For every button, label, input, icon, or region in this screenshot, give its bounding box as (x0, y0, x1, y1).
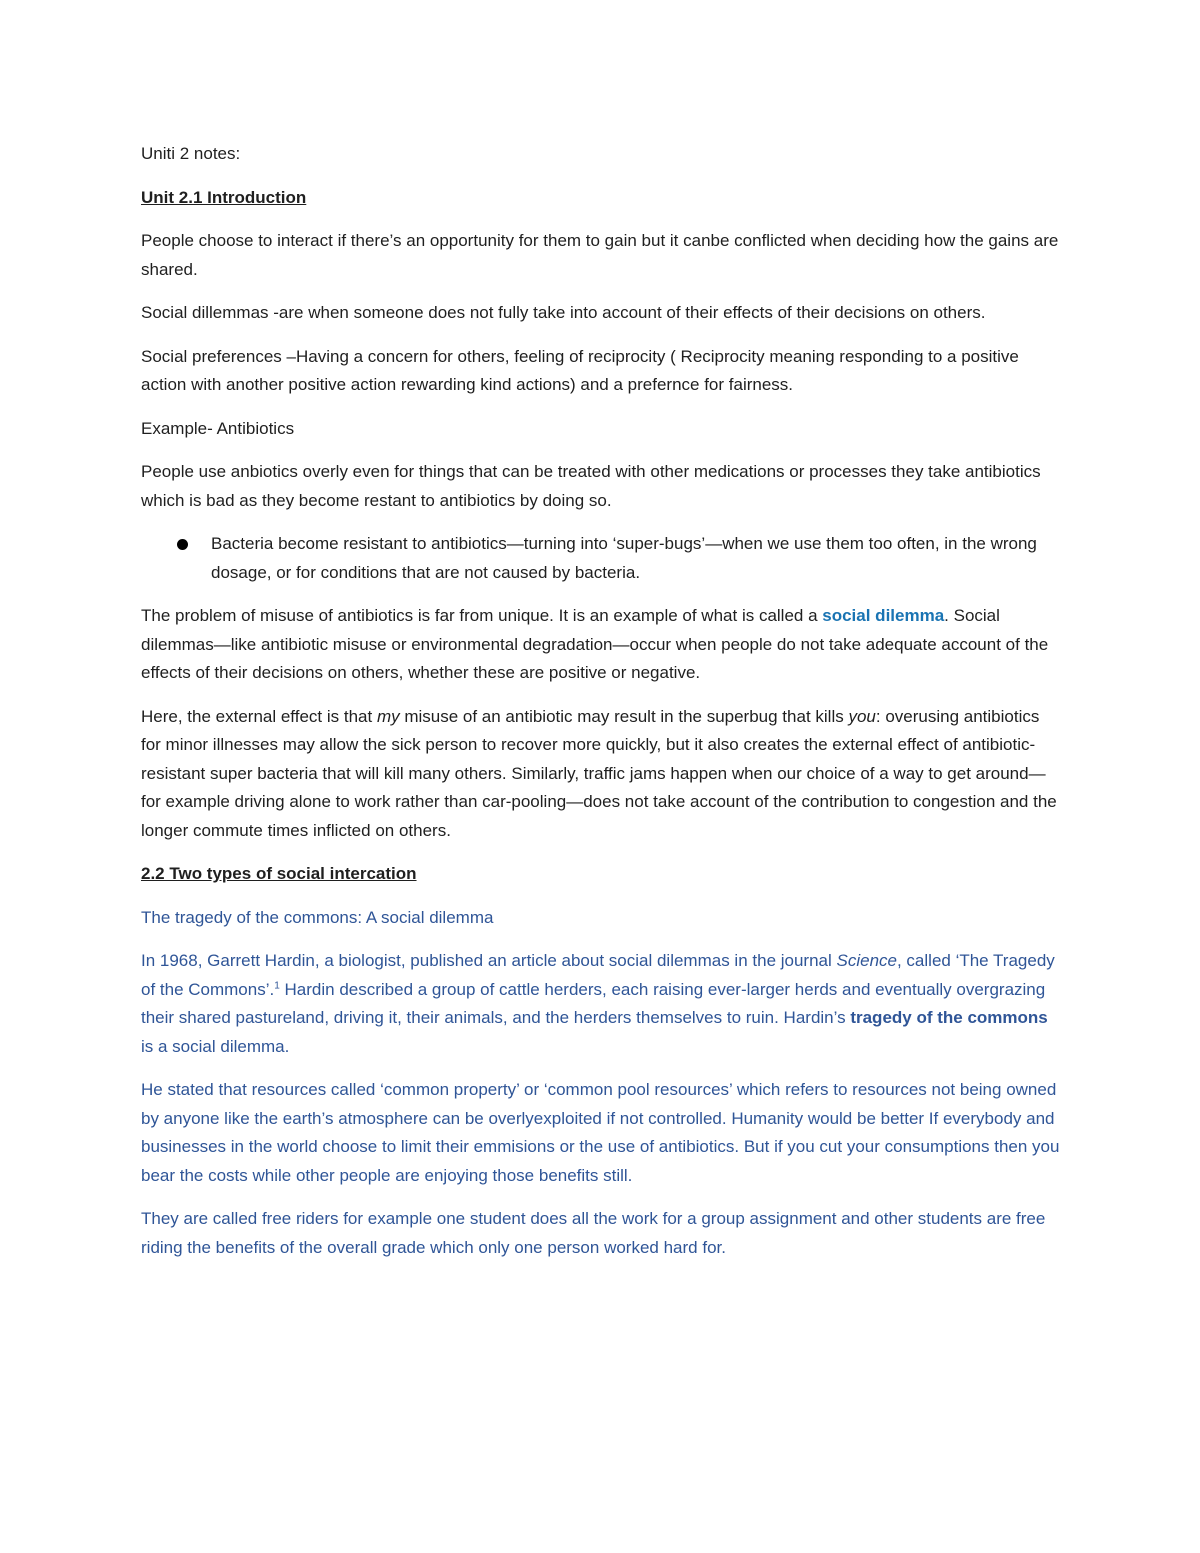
paragraph-external-text-a: Here, the external effect is that (141, 706, 377, 726)
paragraph-hardin-text-a: In 1968, Garrett Hardin, a biologist, published an article about social dilemmas in the journal (141, 951, 837, 970)
paragraph-misuse-problem (141, 602, 1061, 688)
paragraph-external-text-c: : overusing antibiotics for minor illnesses may allow the sick person to recover more quickly, but it also creates the external effect of antibiotic-resistant super bacteria that will kill many others. Similarly, traffic jams happen when our choice of a way to get around—for example driving alone to work rather than car-pooling—does not take account of the contribution to congestion and the longer commute times inflicted on others. (141, 706, 1057, 840)
paragraph-hardin-text-d: is a social dilemma. (141, 1036, 290, 1056)
paragraph-common-property: He stated that resources called ‘common property’ or ‘common pool resources’ which refers to resources not being owned by anyone like the earth’s atmosphere can be overlyexploited if not controlled. Humanity would be better If everybody and businesses in the world choose to limit their emmisions or the use of antibiotics. But if you cut your consumptions then you bear the costs while other people are enjoying those benefits still. (141, 1080, 1060, 1185)
social-dilemma-term: social dilemma (822, 606, 945, 625)
subheading-tragedy: The tragedy of the commons: A social dilemma (141, 907, 494, 927)
paragraph-hardin-text-b: , called ‘The Tragedy of the Commons’. (141, 951, 1055, 999)
tragedy-term: tragedy of the commons (850, 1008, 1048, 1027)
document-body (141, 140, 1061, 1277)
journal-name: Science (836, 951, 897, 970)
paragraph-external-effect (141, 703, 1061, 846)
paragraph-social-dilemmas: Social dillemmas -are when someone does not fully take into account of their effects of their decisions on others. (141, 303, 986, 322)
example-label: Example- Antibiotics (141, 418, 295, 438)
paragraph-hardin (141, 947, 1061, 1061)
bullet-icon (177, 539, 188, 550)
paragraph-hardin-text-c: Hardin described a group of cattle herders, each raising ever-larger herds and eventually overgrazing their shared pastureland, driving it, their animals, and the herders themselves to ruin. Hardin’s (141, 979, 1046, 1027)
section-heading-2-2: 2.2 Two types of social intercation (141, 864, 417, 883)
paragraph-external-text-b: misuse of an antibiotic may result in the superbug that kills (399, 706, 849, 726)
bullet-text: Bacteria become resistant to antibiotics—turning into ‘super-bugs’—when we use them too often, in the wrong dosage, or for conditions that are not caused by bacteria. (211, 534, 1037, 582)
footnote-marker: 1 (274, 979, 280, 991)
document-title: Uniti 2 notes: (141, 144, 241, 163)
paragraph-intro: People choose to interact if there’s an opportunity for them to gain but it canbe conflicted when deciding how the gains are shared. (141, 231, 1059, 279)
paragraph-misuse-text-b: . Social dilemmas—like antibiotic misuse or environmental degradation—occur when people do not take adequate account of the effects of their decisions on others, whether these are positive or negative. (141, 606, 1049, 682)
paragraph-free-riders: They are called free riders for example one student does all the work for a group assignment and other students are free riding the benefits of the overall grade which only one person worked hard for. (141, 1209, 1046, 1257)
emphasis-my: my (376, 706, 400, 726)
bullet-item (141, 530, 1061, 587)
emphasis-you: you (848, 706, 876, 726)
paragraph-antibiotics-use: People use anbiotics overly even for things that can be treated with other medications or processes they take antibiotics which is bad as they become restant to antibiotics by doing so. (141, 462, 1041, 510)
paragraph-misuse-text-a: The problem of misuse of antibiotics is far from unique. It is an example of what is called a (141, 606, 823, 625)
paragraph-social-preferences: Social preferences –Having a concern for others, feeling of reciprocity ( Reciprocity meaning responding to a positive action with another positive action rewarding kind actions) and a prefernce for fairness. (141, 346, 1019, 394)
section-heading-2-1: Unit 2.1 Introduction (141, 187, 307, 207)
